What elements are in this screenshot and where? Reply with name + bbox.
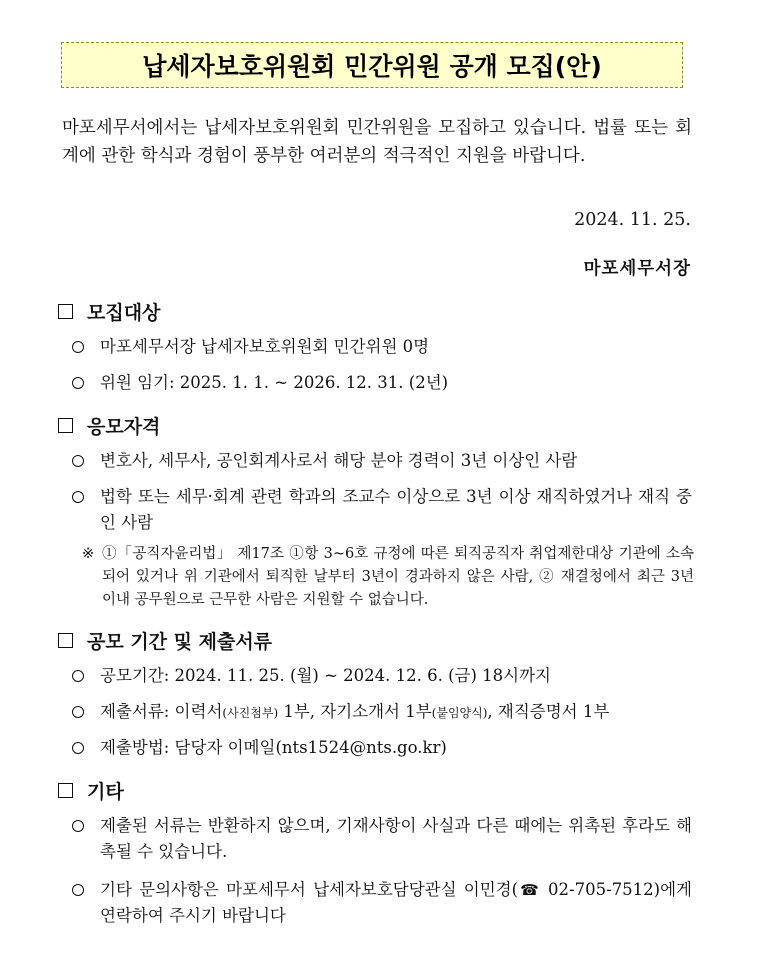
- section-heading-text: 응모자격: [87, 416, 161, 438]
- disqualification-note: ※ ①「공직자윤리법」 제17조 ①항 3~6호 규정에 따른 퇴직공직자 취업제한대상 기관에 소속되어 있거나 위 기관에서 퇴직한 날부터 3년이 경과하지 않은 사람, ② 재결청에서 최근 3년 이내 공무원으로 근무한 사람은 지원할 수 없습니다.: [82, 543, 694, 612]
- list-item: 기타 문의사항은 마포세무서 납세자보호담당관실 이민경(☎ 02-705-7512)에게 연락하여 주시기 바랍니다: [72, 877, 692, 929]
- list-item: 마포세무서장 납세자보호위원회 민간위원 0명: [72, 334, 692, 360]
- checkbox-square-icon: [58, 633, 73, 648]
- circle-bullet-icon: [72, 820, 84, 832]
- section-heading-text: 기타: [87, 781, 124, 803]
- section-heading-recruitment-target: [58, 298, 160, 325]
- section-heading-other: [58, 777, 124, 804]
- circle-bullet-icon: [72, 706, 84, 718]
- circle-bullet-icon: [72, 884, 84, 896]
- list-item: 법학 또는 세무·회계 관련 학과의 조교수 이상으로 3년 이상 재직하였거나 재직 중인 사람: [72, 484, 692, 536]
- section-heading-text: 모집대상: [87, 302, 161, 324]
- document-title: 납세자보호위원회 민간위원 공개 모집(안): [142, 52, 602, 81]
- circle-bullet-icon: [72, 455, 84, 467]
- circle-bullet-icon: [72, 491, 84, 503]
- intro-paragraph: 마포세무서에서는 납세자보호위원회 민간위원을 모집하고 있습니다. 법률 또는 회계에 관한 학식과 경험이 풍부한 여러분의 적극적인 지원을 바랍니다.: [62, 118, 692, 166]
- list-item: 제출서류: 이력서(사진첨부) 1부, 자기소개서 1부(붙임양식), 재직증명서 1부: [72, 699, 692, 726]
- title-box: [61, 42, 683, 88]
- list-item: 제출방법: 담당자 이메일(nts1524@nts.go.kr): [72, 735, 692, 761]
- checkbox-square-icon: [58, 304, 73, 319]
- section-heading-text: 공모 기간 및 제출서류: [87, 631, 273, 653]
- circle-bullet-icon: [72, 742, 84, 754]
- signer: 마포세무서장: [583, 259, 691, 279]
- section-heading-period-documents: [58, 627, 272, 654]
- checkbox-square-icon: [58, 783, 73, 798]
- list-item: 공모기간: 2024. 11. 25. (월) ~ 2024. 12. 6. (금) 18시까지: [72, 663, 692, 689]
- checkbox-square-icon: [58, 418, 73, 433]
- section-heading-qualifications: [58, 412, 160, 439]
- phone-icon: ☎: [518, 881, 541, 899]
- reference-mark-icon: ※: [82, 546, 95, 562]
- list-item: 위원 임기: 2025. 1. 1. ~ 2026. 12. 31. (2년): [72, 370, 692, 396]
- list-item: 제출된 서류는 반환하지 않으며, 기재사항이 사실과 다른 때에는 위촉된 후라도 해촉될 수 있습니다.: [72, 813, 692, 865]
- list-item: 변호사, 세무사, 공인회계사로서 해당 분야 경력이 3년 이상인 사람: [72, 448, 692, 474]
- circle-bullet-icon: [72, 377, 84, 389]
- circle-bullet-icon: [72, 341, 84, 353]
- document-date: 2024. 11. 25.: [574, 210, 691, 230]
- circle-bullet-icon: [72, 670, 84, 682]
